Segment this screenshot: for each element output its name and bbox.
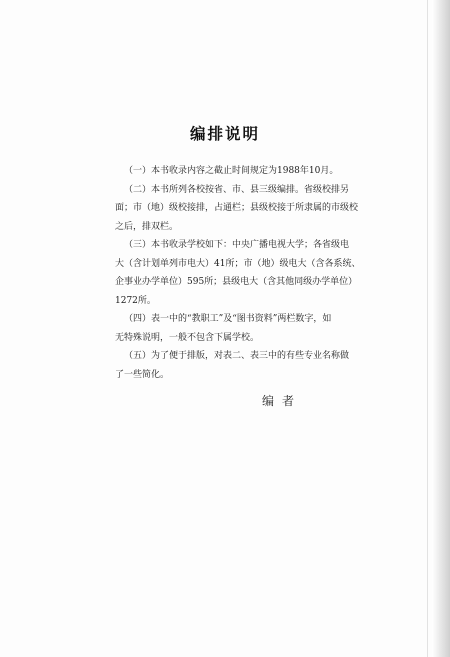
signature-editor: 编者 [262,394,303,408]
paragraph-line: 大（含计划单列市电大）41所；市（地）级电大（含各系统、 [115,258,361,269]
page-binding-edge [432,0,450,657]
paragraph-5 [115,347,365,384]
paragraph-4 [115,310,365,347]
paragraph-line: （四）表一中的“教职工”及“图书资料”两栏数字，如 [124,314,332,324]
paragraph-1 [115,162,365,181]
paragraph-2 [115,181,365,237]
page-title: 编排说明 [189,124,260,143]
paragraph-line: 了一些简化。 [115,369,170,380]
paragraph-line: 企事业办学单位）595所；县级电大（含其他同级办学单位） [115,277,358,287]
explanation-body [115,162,365,384]
paragraph-line: 1272所。 [115,295,156,306]
paragraph-3 [115,236,365,310]
paragraph-line: （五）为了便于排版，对表二、表三中的有些专业名称做 [124,351,350,361]
paragraph-line: （三）本书收录学校如下：中央广播电视大学；各省级电 [124,240,350,250]
page-gutter-line [427,0,428,657]
paragraph-line: （一）本书收录内容之截止时间规定为1988年10月。 [124,166,339,176]
paragraph-line: 无特殊说明，一般不包含下属学校。 [115,332,260,343]
paragraph-line: 之后，排双栏。 [115,221,179,232]
paragraph-line: （二）本书所列各校按省、市、县三级编排。省级校排另 [124,184,350,195]
paragraph-line: 面；市（地）级校接排，占通栏；县级校接于所隶属的市级校 [115,203,359,213]
